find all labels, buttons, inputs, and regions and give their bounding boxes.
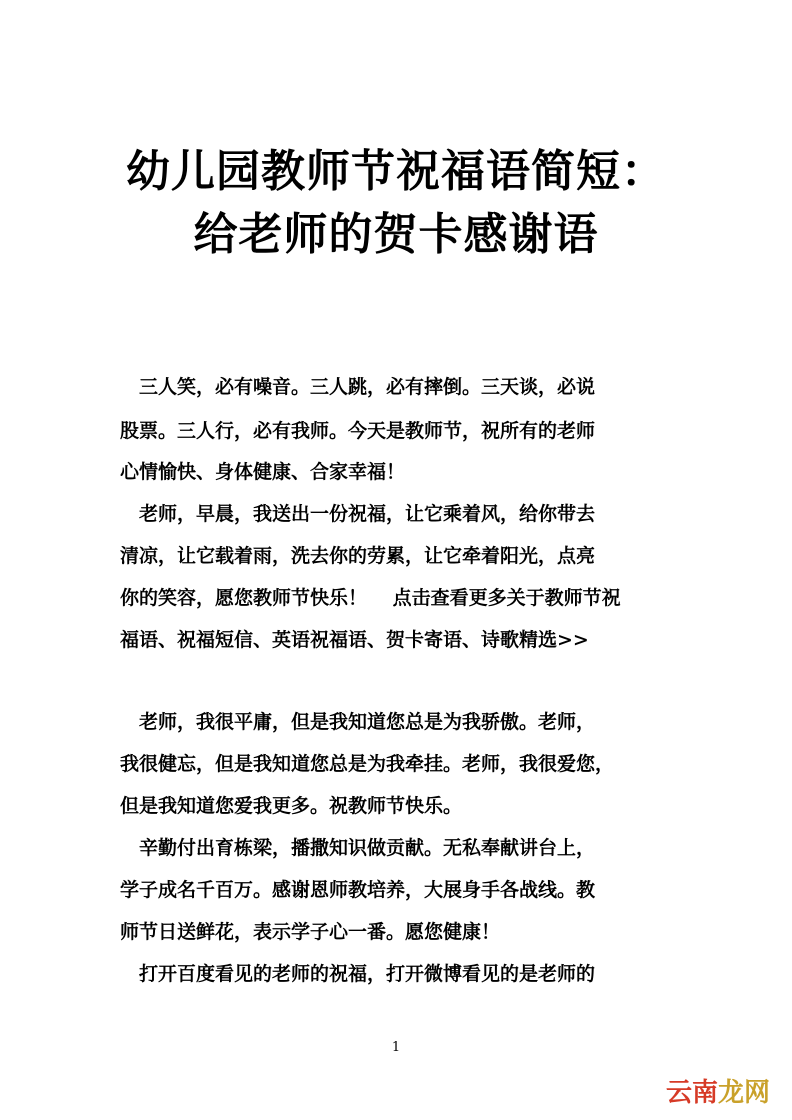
paragraph-line: 老师，我很平庸，但是我知道您总是为我骄傲。老师， — [120, 711, 596, 733]
paragraph-line: 三人笑，必有噪音。三人跳，必有摔倒。三天谈，必说 — [120, 376, 596, 398]
document-title-line-2: 给老师的贺卡感谢语 — [193, 209, 599, 260]
page-number: 1 — [391, 1040, 401, 1055]
paragraph-line: 我很健忘，但是我知道您总是为我牵挂。老师，我很爱您， — [120, 753, 615, 775]
paragraph-line: 老师，早晨，我送出一份祝福，让它乘着风，给你带去 — [120, 503, 596, 525]
paragraph-line: 但是我知道您爱我更多。祝教师节快乐。 — [120, 795, 463, 817]
paragraph-line: 辛勤付出育栋梁，播撒知识做贡献。无私奉献讲台上， — [120, 837, 596, 859]
paragraph-line: 清凉，让它载着雨，洗去你的劳累，让它牵着阳光，点亮 — [120, 545, 596, 567]
paragraph-line: 股票。三人行，必有我师。今天是教师节，祝所有的老师 — [120, 420, 596, 442]
site-watermark-logo — [666, 1078, 770, 1108]
paragraph-line: 学子成名千百万。感谢恩师教培养，大展身手各战线。教 — [120, 879, 596, 901]
paragraph-line: 你的笑容，愿您教师节快乐！ 点击查看更多关于教师节祝 — [120, 587, 621, 609]
paragraph-line: 打开百度看见的老师的祝福，打开微博看见的是老师的 — [120, 963, 596, 985]
watermark-part-2: 龙网 — [717, 1078, 770, 1108]
document-title-line-1: 幼儿园教师节祝福语简短： — [126, 146, 666, 197]
paragraph-line: 师节日送鲜花，表示学子心一番。愿您健康！ — [120, 921, 501, 943]
paragraph-line: 心情愉快、身体健康、合家幸福！ — [120, 461, 406, 483]
paragraph-line: 福语、祝福短信、英语祝福语、贺卡寄语、诗歌精选>> — [120, 629, 589, 651]
watermark-part-1: 云南 — [665, 1078, 718, 1108]
